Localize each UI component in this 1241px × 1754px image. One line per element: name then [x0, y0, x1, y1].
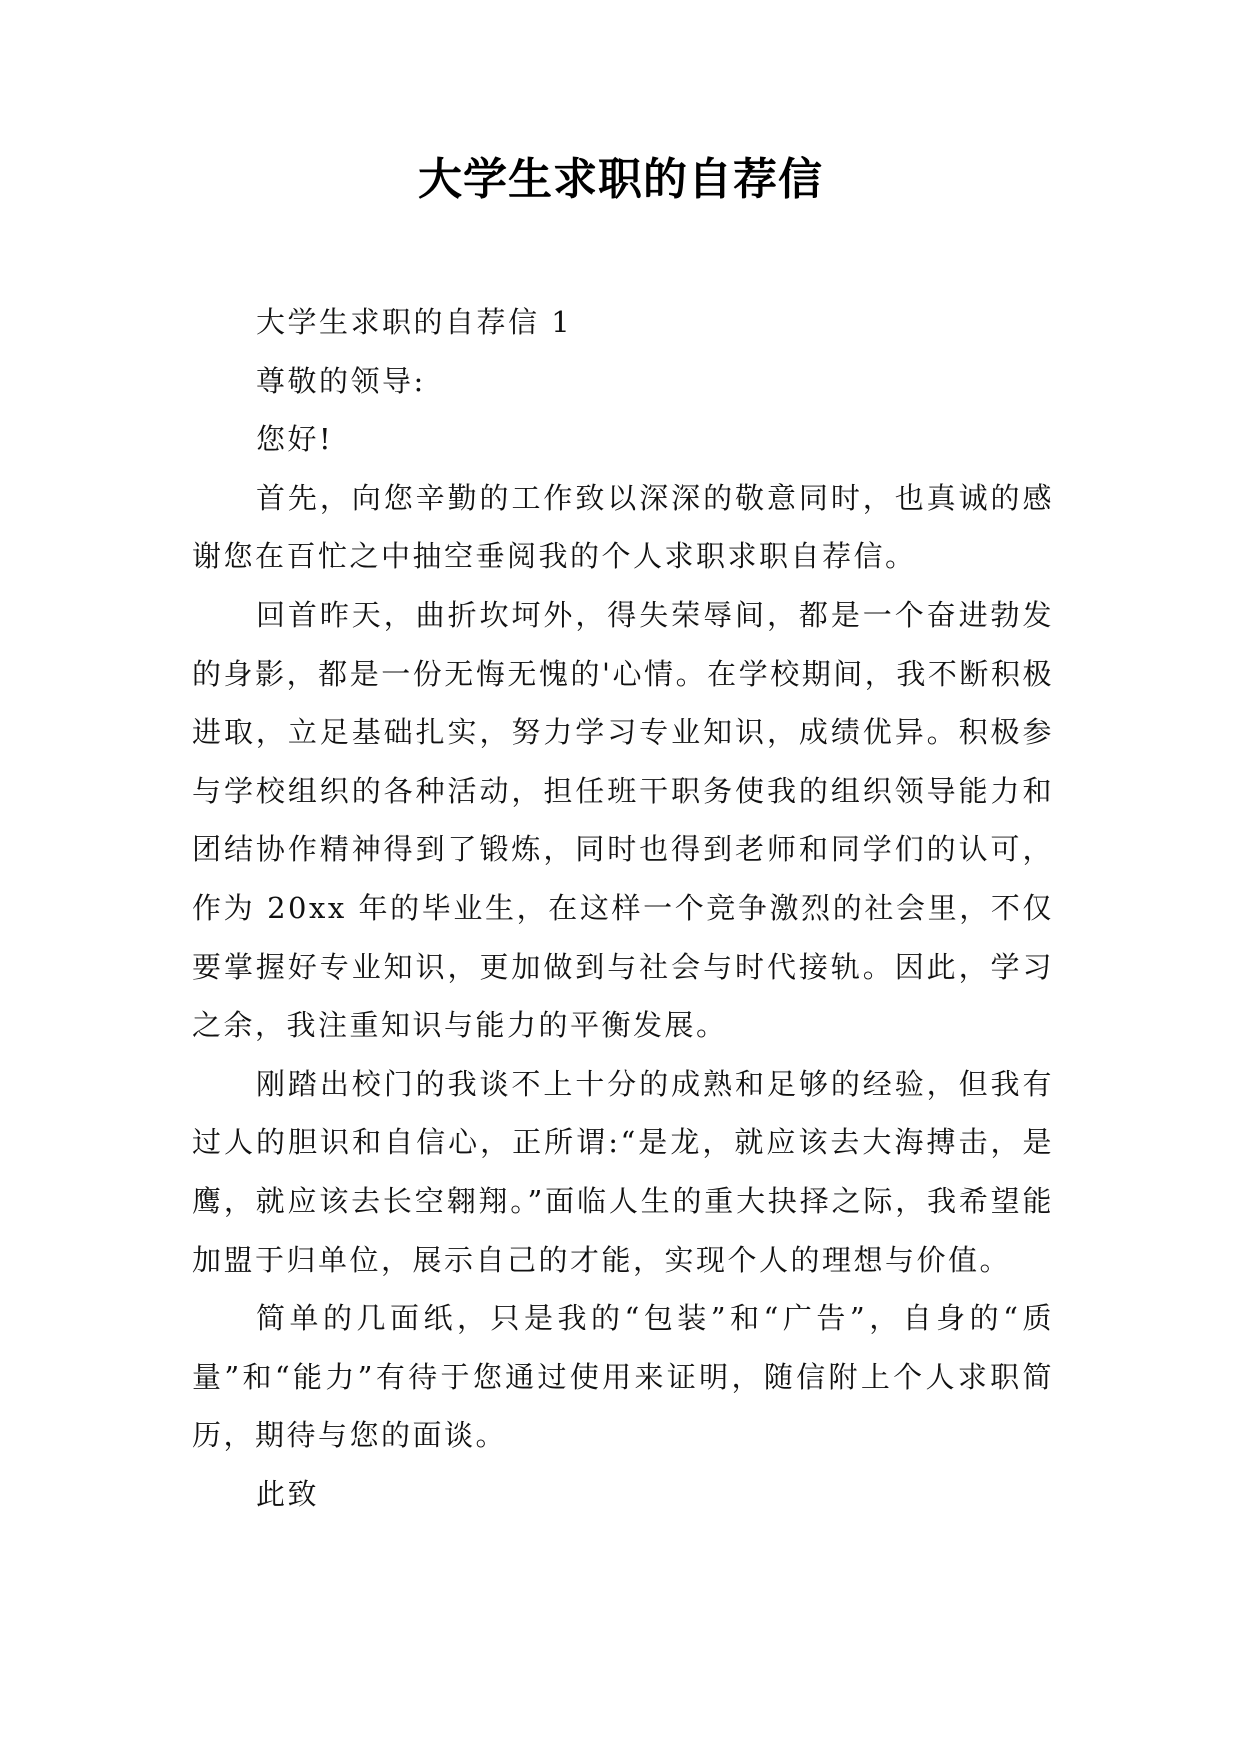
letter-heading: 大学生求职的自荐信 1: [256, 305, 573, 339]
body-paragraph: 回首昨天，曲折坎坷外，得失荣辱间，都是一个奋进勃发的身影，都是一份无悔无愧的'心情。在学校期间，我不断积极进取，立足基础扎实，努力学习专业知识，成绩优异。积极参与学校组织的各种活动，担任班干职务使我的组织领导能力和团结协作精神得到了锻炼，同时也得到老师和同学们的认可，作为 20xx 年的毕业生，在这样一个竞争激烈的社会里，不仅要掌握好专业知识，更加做到与社会与时代接轨。因此，学习之余，我注重知识与能力的平衡发展。: [192, 597, 1054, 1043]
closing: 此致: [256, 1476, 320, 1511]
salutation: 尊敬的领导:: [256, 363, 426, 398]
document-title: 大学生求职的自荐信: [418, 154, 823, 205]
greeting: 您好!: [256, 422, 334, 457]
body-paragraph: 刚踏出校门的我谈不上十分的成熟和足够的经验，但我有过人的胆识和自信心，正所谓:“是龙，就应该去大海搏击，是鹰，就应该去长空翱翔。”面临人生的重大抉择之际，我希望能加盟于归单位，展示自己的才能，实现个人的理想与价值。: [192, 1066, 1054, 1277]
body-paragraph: 首先，向您辛勤的工作致以深深的敬意同时，也真诚的感谢您在百忙之中抽空垂阅我的个人求职求职自荐信。: [192, 480, 1054, 574]
document-body: [192, 293, 1054, 1523]
body-paragraph: 简单的几面纸，只是我的“包装”和“广告”，自身的“质量”和“能力”有待于您通过使用来证明，随信附上个人求职简历，期待与您的面谈。: [192, 1301, 1054, 1453]
